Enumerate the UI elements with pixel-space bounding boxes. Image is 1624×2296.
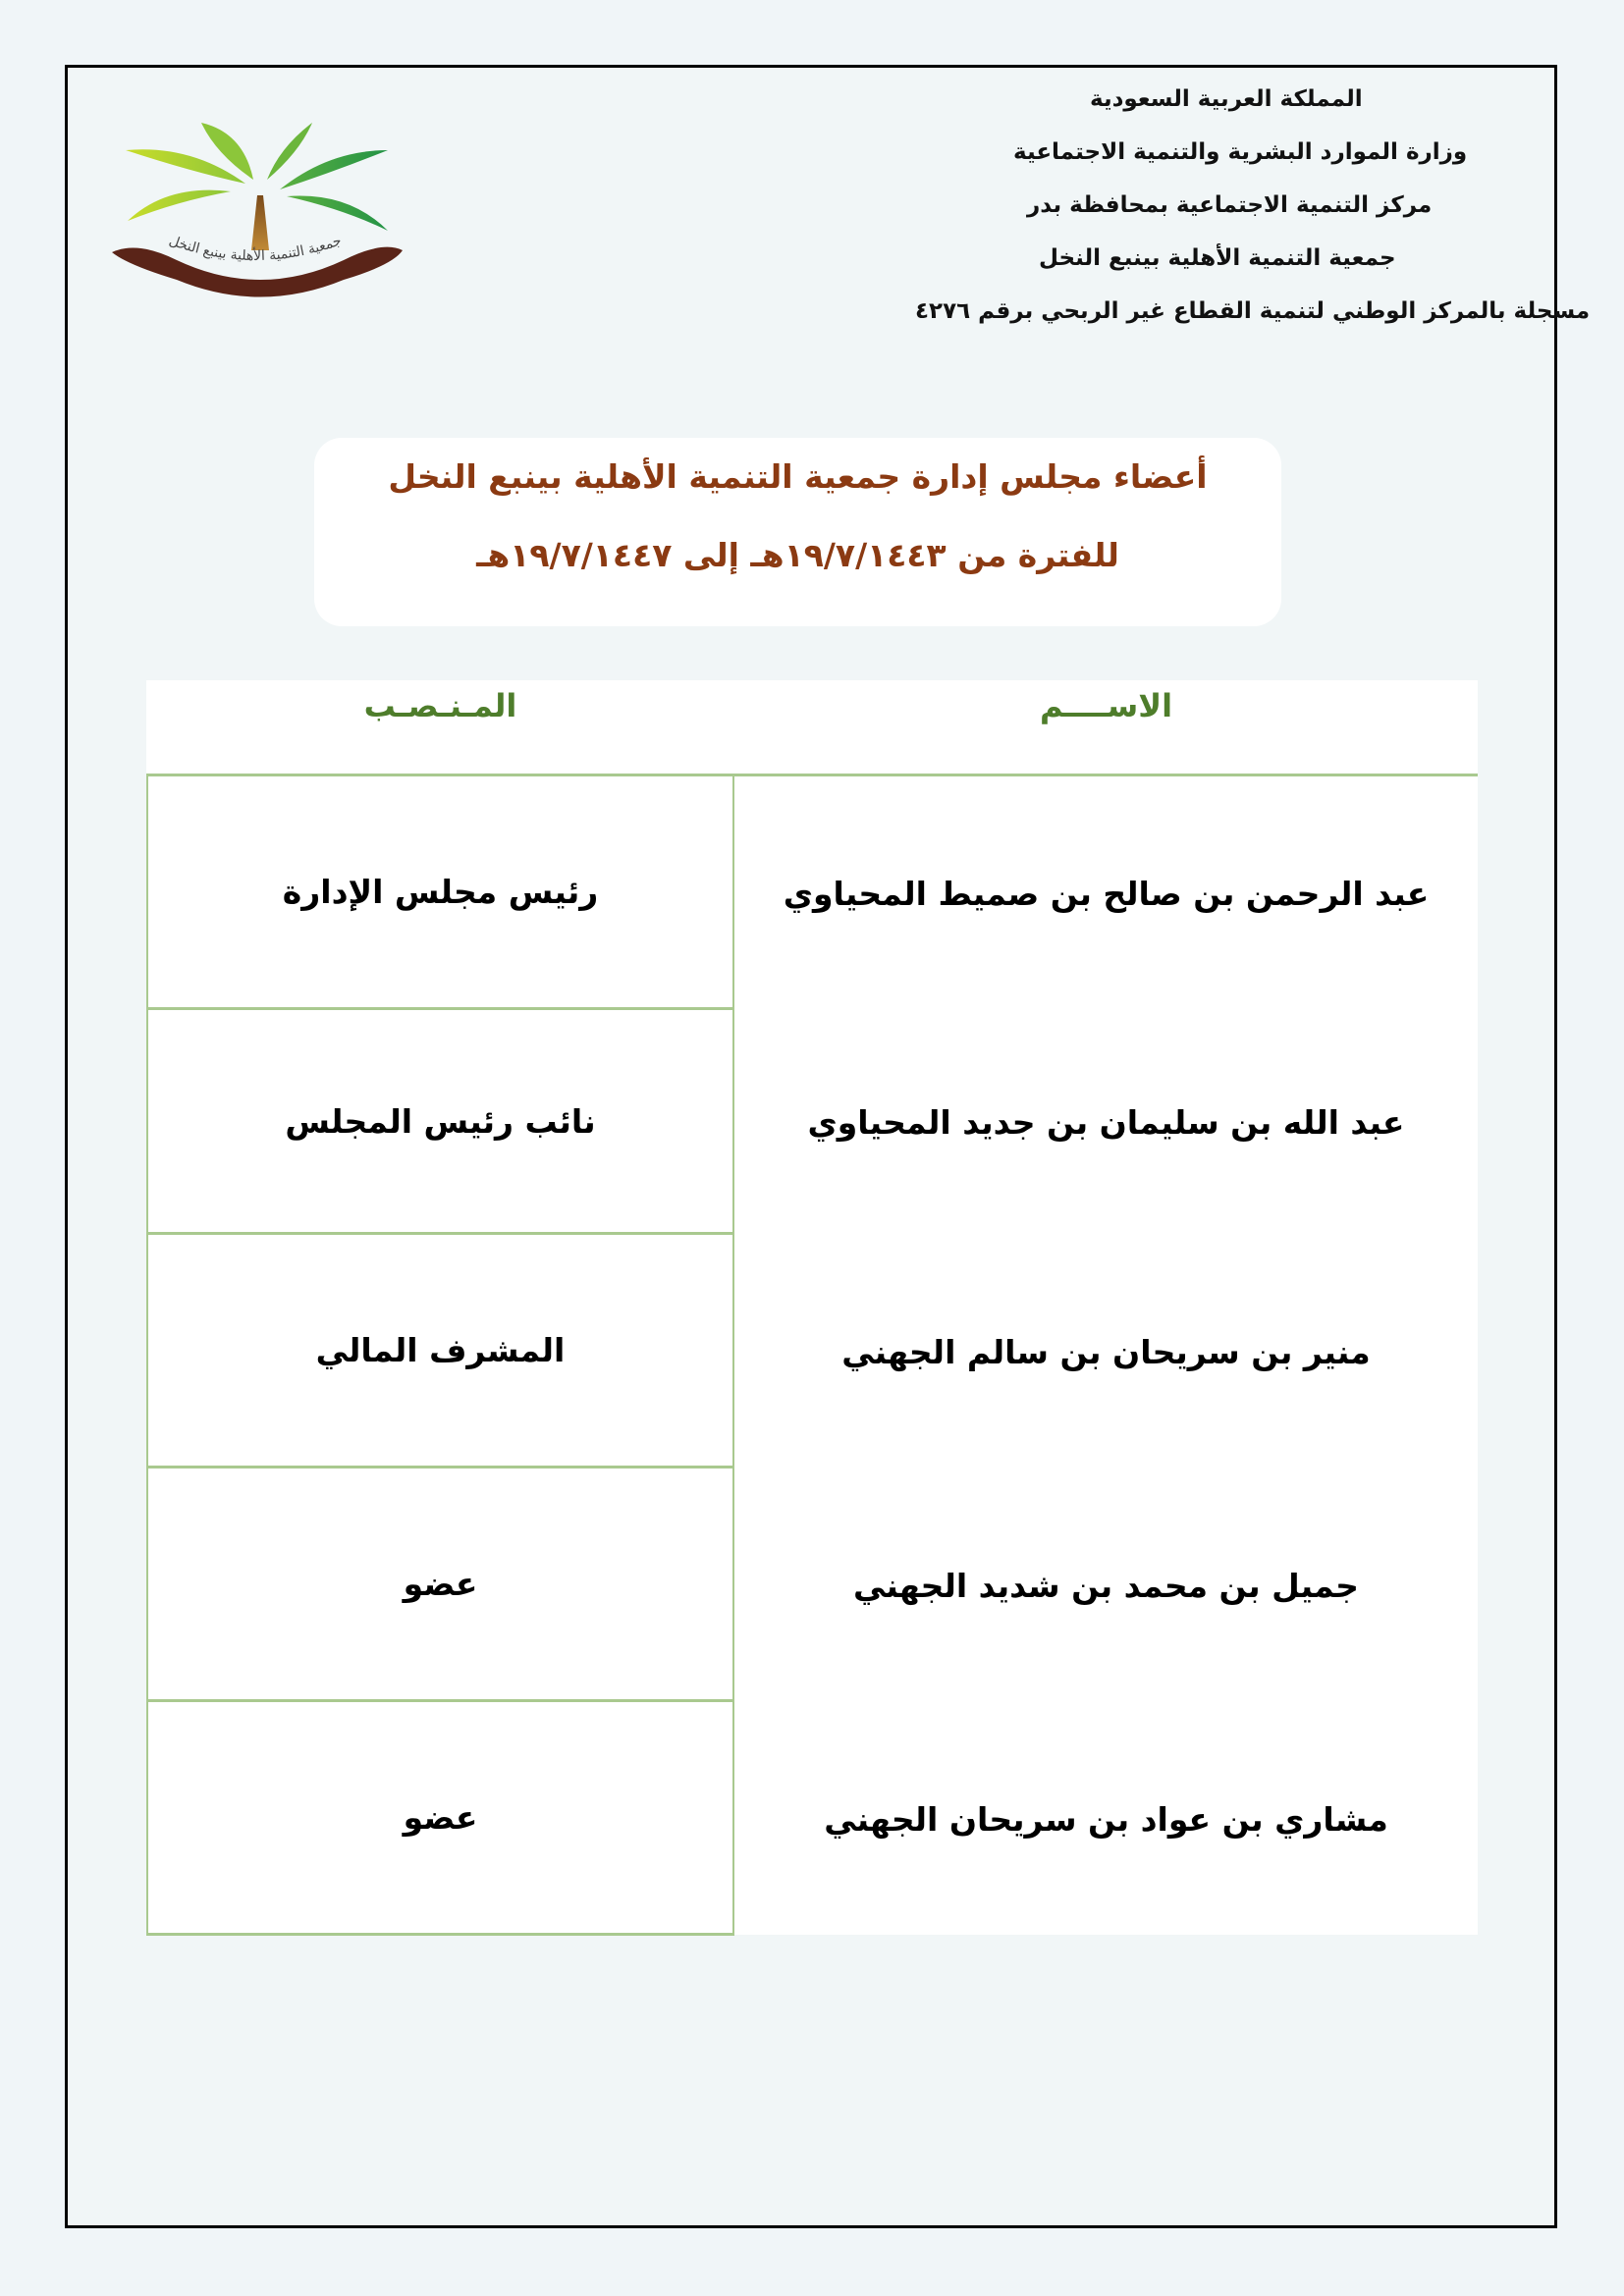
position-text: المشرف المالي: [315, 1331, 566, 1369]
member-name: عبد الله بن سليمان بن جديد المحياوي: [807, 1103, 1405, 1142]
column-header-name: الاســــم: [1039, 687, 1173, 724]
header-line-ministry: وزارة الموارد البشرية والتنمية الاجتماعية: [1013, 139, 1468, 165]
table-row-name: [734, 1468, 1478, 1702]
table-row-position: [146, 776, 734, 1010]
header-line-center: مركز التنمية الاجتماعية بمحافظة بدر: [1027, 192, 1433, 218]
member-name: مشاري بن عواد بن سريحان الجهني: [824, 1799, 1388, 1839]
position-text: رئيس مجلس الإدارة: [282, 873, 599, 911]
palm-trunk: [251, 195, 269, 250]
table-row-position: [146, 1702, 734, 1936]
position-text: عضو: [403, 1798, 478, 1837]
logo-text: جمعية التنمية الأهلية بينبع النخل: [167, 233, 344, 265]
member-name: جميل بن محمد بن شديد الجهني: [853, 1566, 1359, 1605]
member-name: منير بن سريحان بن سالم الجهني: [841, 1332, 1371, 1371]
table-row-name: [734, 1010, 1478, 1235]
leaf-lower-left: [128, 190, 231, 221]
table-row-position: [146, 1468, 734, 1702]
header-line-registration: مسجلة بالمركز الوطني لتنمية القطاع غير الربحي برقم ٤٢٧٦: [915, 298, 1591, 324]
position-text: عضو: [403, 1565, 478, 1603]
header-line-country: المملكة العربية السعودية: [1090, 86, 1363, 112]
leaf-top-right: [267, 123, 312, 180]
page-title: أعضاء مجلس إدارة جمعية التنمية الأهلية بينبع النخل: [388, 457, 1208, 496]
table-row-name: [734, 1235, 1478, 1468]
table-row-name: [734, 1702, 1478, 1936]
member-name: عبد الرحمن بن صالح بن صميط المحياوي: [783, 874, 1430, 913]
leaf-upper-right: [280, 150, 388, 189]
header-line-association: جمعية التنمية الأهلية بينبع النخل: [1039, 245, 1396, 271]
leaf-lower-right: [287, 195, 388, 231]
table-row-position: [146, 1235, 734, 1468]
table-row-name: [734, 776, 1478, 1010]
table-row-position: [146, 1010, 734, 1235]
title-box: [314, 438, 1281, 626]
position-text: نائب رئيس المجلس: [285, 1101, 596, 1141]
period-subtitle: للفترة من ١٩/٧/١٤٤٣هـ إلى ١٩/٧/١٤٤٧هـ: [476, 536, 1119, 574]
column-header-position: المـنـصـب: [363, 687, 517, 724]
palm-tree-logo-icon: [98, 103, 412, 299]
